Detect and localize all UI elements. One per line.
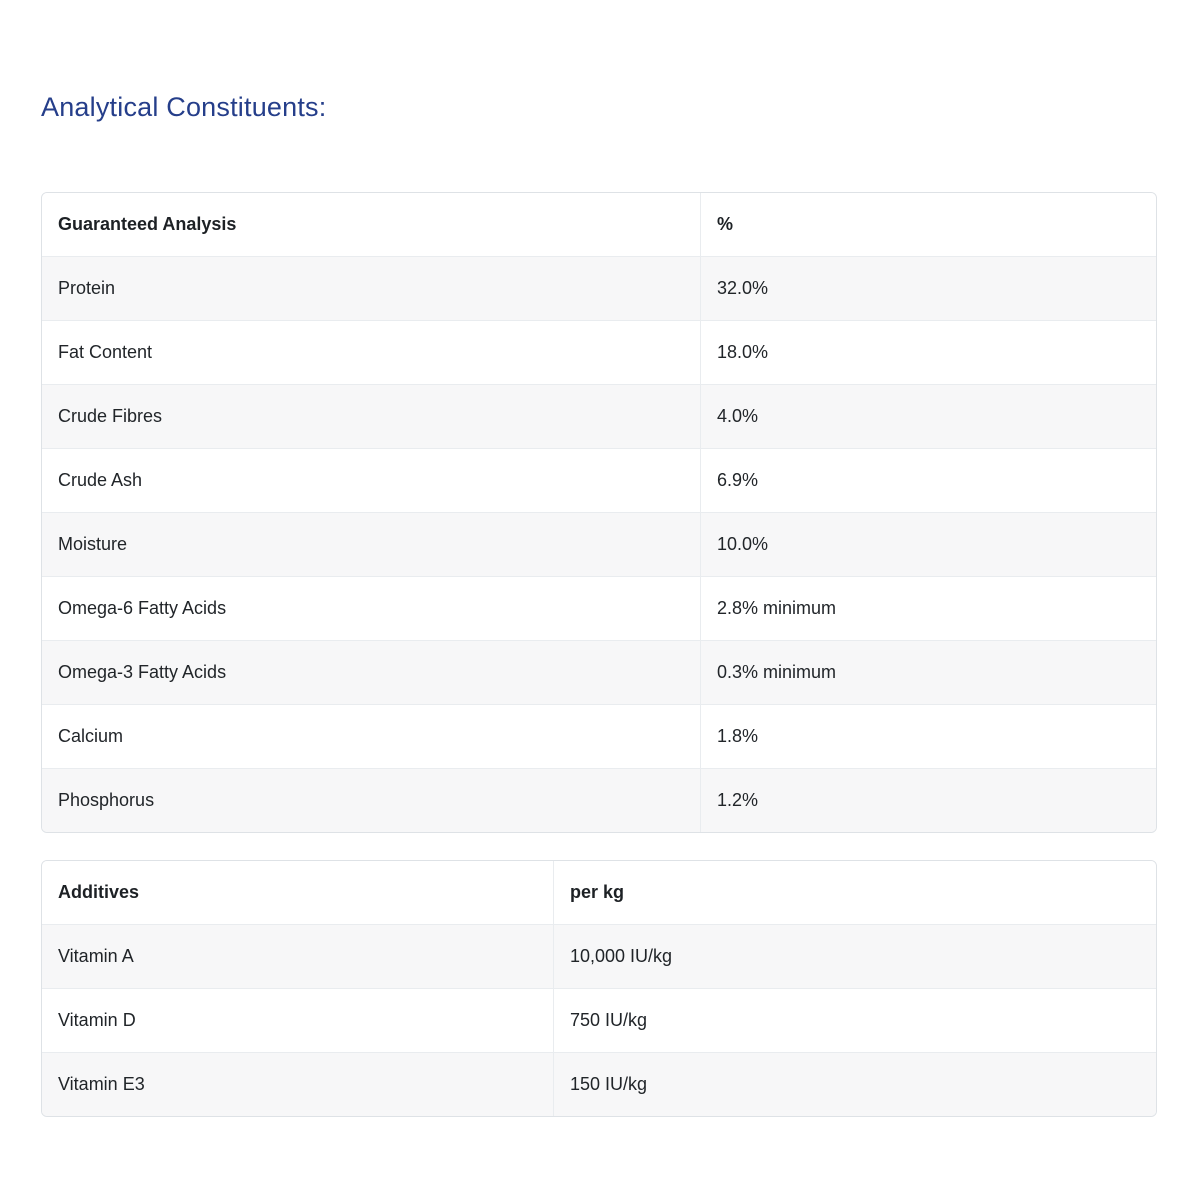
per-kg-header: per kg <box>570 882 625 902</box>
row-label: Omega-3 Fatty Acids <box>42 641 701 704</box>
row-label: Crude Ash <box>42 449 701 512</box>
row-label: Vitamin E3 <box>42 1053 554 1116</box>
table-row <box>42 384 1156 448</box>
table-row <box>42 320 1156 384</box>
table-row <box>42 768 1156 832</box>
row-label: Crude Fibres <box>42 385 701 448</box>
table-row <box>42 256 1156 320</box>
row-value: 2.8% minimum <box>717 598 837 618</box>
table-row <box>42 1052 1156 1116</box>
guaranteed-analysis-header: Guaranteed Analysis <box>42 193 701 256</box>
table-row <box>42 640 1156 704</box>
row-value: 10,000 IU/kg <box>570 946 673 966</box>
row-value: 1.8% <box>717 726 759 746</box>
table-row <box>42 448 1156 512</box>
row-value: 1.2% <box>717 790 759 810</box>
row-label: Moisture <box>42 513 701 576</box>
row-label: Calcium <box>42 705 701 768</box>
row-value: 750 IU/kg <box>570 1010 648 1030</box>
row-value: 0.3% minimum <box>717 662 837 682</box>
table-row <box>42 704 1156 768</box>
row-label: Omega-6 Fatty Acids <box>42 577 701 640</box>
row-value: 4.0% <box>717 406 759 426</box>
row-label: Vitamin A <box>42 925 554 988</box>
row-label: Protein <box>42 257 701 320</box>
page-title: Analytical Constituents: <box>41 92 327 122</box>
row-label: Vitamin D <box>42 989 554 1052</box>
row-value: 10.0% <box>717 534 769 554</box>
row-value: 6.9% <box>717 470 759 490</box>
row-label: Phosphorus <box>42 769 701 832</box>
guaranteed-analysis-table <box>41 192 1157 833</box>
row-value: 32.0% <box>717 278 769 298</box>
row-value: 150 IU/kg <box>570 1074 648 1094</box>
table-header-row <box>42 861 1156 924</box>
percent-header: % <box>717 214 734 234</box>
table-row <box>42 576 1156 640</box>
table-row <box>42 512 1156 576</box>
table-row <box>42 924 1156 988</box>
row-label: Fat Content <box>42 321 701 384</box>
table-header-row <box>42 193 1156 256</box>
additives-table <box>41 860 1157 1117</box>
additives-header: Additives <box>42 861 554 924</box>
row-value: 18.0% <box>717 342 769 362</box>
table-row <box>42 988 1156 1052</box>
